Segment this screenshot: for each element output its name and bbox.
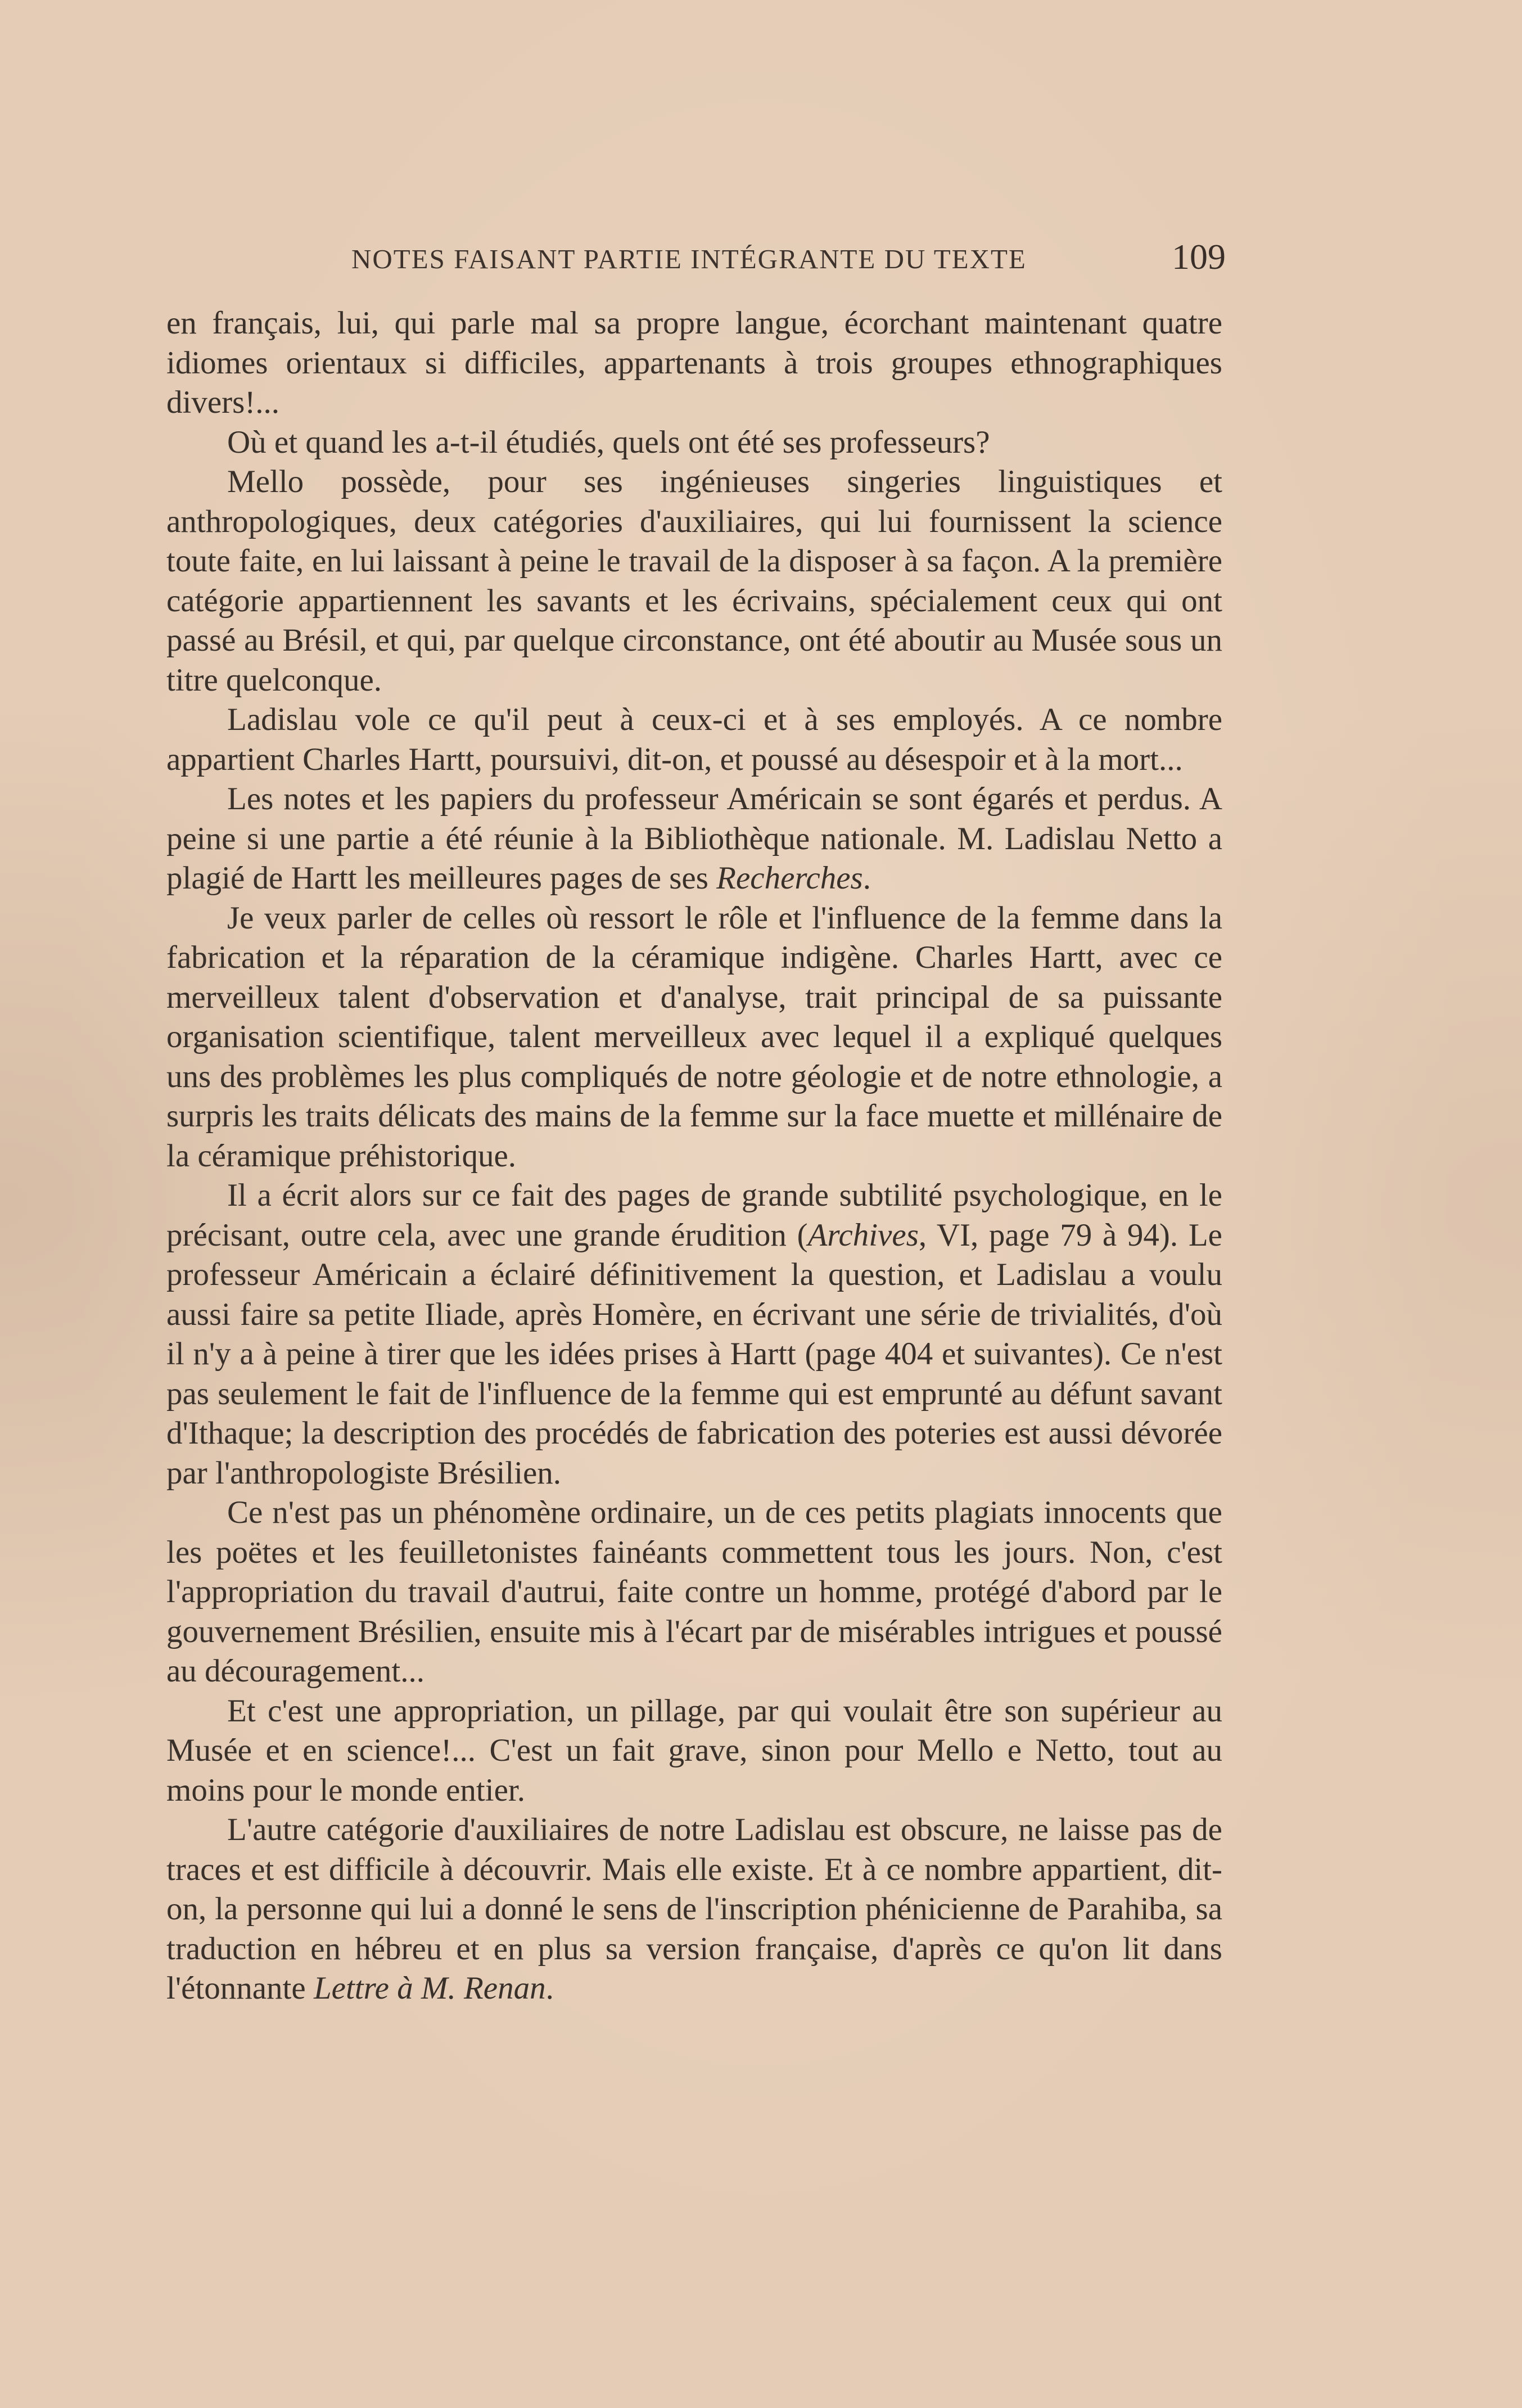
paragraph-text: Ce n'est pas un phénomène ordinaire, un de ces petits plagiats innocents que les poëtes et les feuilletonistes fainéants commettent tous les jours. Non, c'est l'appropriation du travail d'autrui, faite contre un homme, protégé d'abord par le gouvernement Brésilien, ensuite mis à l'écart par de misérables intrigues et poussé au découragement... bbox=[166, 1495, 1222, 1689]
paragraph-1 bbox=[166, 304, 1222, 423]
paragraph-text: Il a écrit alors sur ce fait des pages de grande subtilité psychologique, en le précisant, outre cela, avec une grande érudition ( bbox=[166, 1178, 1222, 1253]
paragraph-text: . bbox=[545, 1970, 554, 2006]
italic-title-recherches: Recherches bbox=[716, 860, 863, 896]
paragraph-8 bbox=[166, 1493, 1222, 1692]
italic-title-archives: Archives bbox=[807, 1217, 919, 1253]
paragraph-3 bbox=[166, 462, 1222, 700]
paragraph-text: Mello possède, pour ses ingénieuses singeries linguistiques et anthropologiques, deux catégories d'auxiliaires, qui lui fournissent la science toute faite, en lui laissant à peine le travail de la disposer à sa façon. A la première catégorie appartiennent les savants et les écrivains, spécialement ceux qui ont passé au Brésil, et qui, par quelque circonstance, ont été aboutir au Musée sous un titre quelconque. bbox=[166, 464, 1222, 698]
paragraph-text: . bbox=[862, 860, 871, 896]
paragraph-text: Ladislau vole ce qu'il peut à ceux-ci et à ses employés. A ce nombre appartient Charles Hartt, poursuivi, dit-on, et poussé au désespoir et à la mort... bbox=[166, 702, 1222, 777]
body-text bbox=[166, 304, 1222, 2009]
paragraph-6 bbox=[166, 899, 1222, 1176]
paragraph-text: , VI, page 79 à 94). Le professeur Américain a éclairé définitivement la question, et Ladislau a voulu aussi faire sa petite Iliade, après Homère, en écrivant une série de trivialités, d'où il n'y a à peine à tirer que les idées prises à Hartt (page 404 et suivantes). Ce n'est pas seulement le fait de l'influence de la femme qui est emprunté au défunt savant d'Ithaque; la description des procédés de fabrication des poteries est aussi dévorée par l'anthropologiste Brésilien. bbox=[166, 1217, 1222, 1491]
italic-title-lettre: Lettre à M. Renan bbox=[313, 1970, 546, 2006]
page-number: 109 bbox=[1172, 237, 1226, 277]
paragraph-text: Les notes et les papiers du professeur Américain se sont égarés et perdus. A peine si une partie a été réunie à la Bibliothèque nationale. M. Ladislau Netto a plagié de Hartt les meilleures pages de ses bbox=[166, 781, 1222, 896]
paragraph-text: Où et quand les a-t-il étudiés, quels ont été ses professeurs? bbox=[227, 424, 990, 460]
running-title: NOTES FAISANT PARTIE INTÉGRANTE DU TEXTE bbox=[351, 243, 1027, 274]
paragraph-text: Je veux parler de celles où ressort le rôle et l'influence de la femme dans la fabrication et la réparation de la céramique indigène. Charles Hartt, avec ce merveilleux talent d'observation et d'analyse, trait principal de sa puissante organisation scientifique, talent merveilleux avec lequel il a expliqué quelques uns des problèmes les plus compliqués de notre géologie et de notre ethnologie, a surpris les traits délicats des mains de la femme sur la face muette et millénaire de la céramique préhistorique. bbox=[166, 900, 1222, 1174]
paragraph-text: Et c'est une appropriation, un pillage, par qui voulait être son supérieur au Musée et en science!... C'est un fait grave, sinon pour Mello e Netto, tout au moins pour le monde entier. bbox=[166, 1693, 1222, 1808]
paragraph-5 bbox=[166, 779, 1222, 899]
paragraph-text: L'autre catégorie d'auxiliaires de notre Ladislau est obscure, ne laisse pas de traces et est difficile à découvrir. Mais elle existe. Et à ce nombre appartient, dit-on, la personne qui lui a donné le sens de l'inscription phénicienne de Parahiba, sa traduction en hébreu et en plus sa version française, d'après ce qu'on lit dans l'étonnante bbox=[166, 1812, 1222, 2006]
paragraph-10 bbox=[166, 1810, 1222, 2009]
paragraph-9 bbox=[166, 1692, 1222, 1811]
paragraph-4 bbox=[166, 700, 1222, 779]
page-header bbox=[351, 237, 1226, 288]
paragraph-7 bbox=[166, 1176, 1222, 1493]
paragraph-2 bbox=[166, 423, 1222, 463]
paragraph-text: en français, lui, qui parle mal sa propre langue, écorchant maintenant quatre idiomes orientaux si difficiles, appartenants à trois groupes ethnographiques divers!... bbox=[166, 305, 1222, 420]
